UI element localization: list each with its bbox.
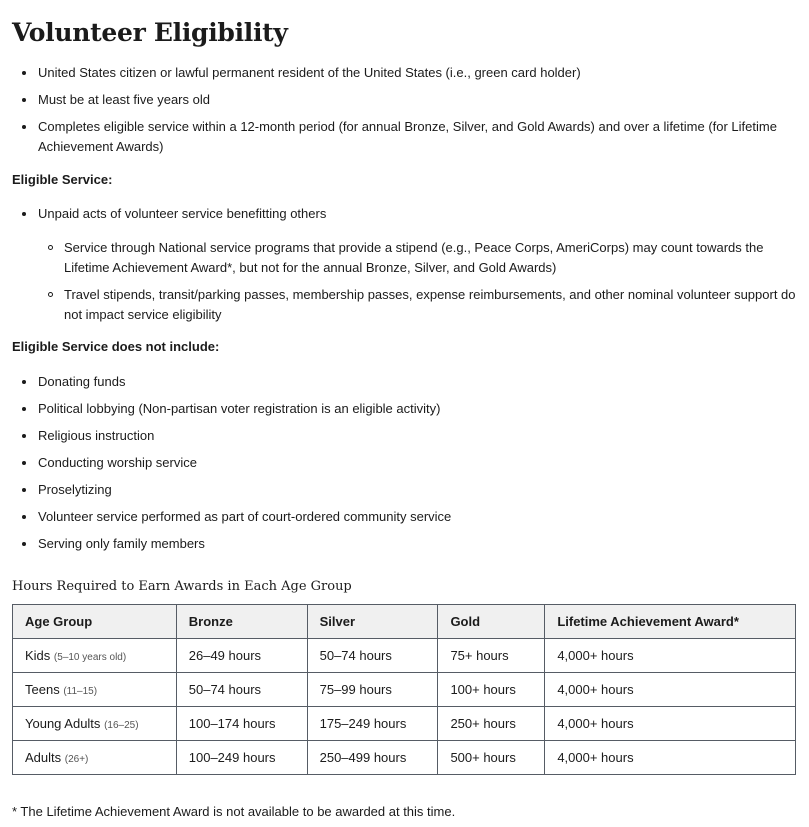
table-row xyxy=(13,707,796,741)
lifetime-cell: 4,000+ hours xyxy=(545,639,796,673)
footnote: * The Lifetime Achievement Award is not available to be awarded at this time. xyxy=(12,804,456,819)
gold-cell: 500+ hours xyxy=(438,741,545,775)
age-range: (26+) xyxy=(64,754,89,765)
age-range: (11–15) xyxy=(63,686,98,697)
not-included-list xyxy=(12,372,798,554)
eligible-service-list xyxy=(12,204,798,325)
sub-list-item: Service through National service programs that provide a stipend (e.g., Peace Corps, AmeriCorps) may count towards the Lifetime Achievement Award*, but not for the annual Bronze, Silver, and Gold Awards) xyxy=(12,238,798,278)
silver-cell: 75–99 hours xyxy=(307,673,438,707)
age-group-name: Adults xyxy=(25,750,62,765)
list-item: Must be at least five years old xyxy=(12,90,798,110)
lifetime-cell: 4,000+ hours xyxy=(545,707,796,741)
list-item: Donating funds xyxy=(12,372,798,392)
list-item: Unpaid acts of volunteer service benefitting others xyxy=(12,204,798,224)
silver-cell: 50–74 hours xyxy=(307,639,438,673)
bronze-cell: 100–174 hours xyxy=(176,707,307,741)
list-item: Political lobbying (Non-partisan voter registration is an eligible activity) xyxy=(12,399,798,419)
table-row xyxy=(13,673,796,707)
table-row xyxy=(13,639,796,673)
silver-cell: 250–499 hours xyxy=(307,741,438,775)
age-group-name: Kids xyxy=(25,648,51,663)
age-group-cell xyxy=(13,741,177,775)
eligible-service-heading: Eligible Service: xyxy=(12,172,113,187)
gold-cell: 100+ hours xyxy=(438,673,545,707)
list-item: Proselytizing xyxy=(12,480,798,500)
list-item: United States citizen or lawful permanent resident of the United States (i.e., green card holder) xyxy=(12,63,798,83)
lifetime-cell: 4,000+ hours xyxy=(545,673,796,707)
header-bronze: Bronze xyxy=(176,605,307,639)
sub-list-item: Travel stipends, transit/parking passes, membership passes, expense reimbursements, and other nominal volunteer support do not impact service eligibility xyxy=(12,285,798,325)
age-range: (5–10 years old) xyxy=(53,652,127,663)
list-item: Volunteer service performed as part of court-ordered community service xyxy=(12,507,798,527)
lifetime-cell: 4,000+ hours xyxy=(545,741,796,775)
eligibility-list xyxy=(12,63,798,157)
silver-cell: 175–249 hours xyxy=(307,707,438,741)
table-caption: Hours Required to Earn Awards in Each Age Group xyxy=(12,579,352,594)
age-group-name: Teens xyxy=(25,682,60,697)
bronze-cell: 100–249 hours xyxy=(176,741,307,775)
bronze-cell: 26–49 hours xyxy=(176,639,307,673)
list-item: Religious instruction xyxy=(12,426,798,446)
gold-cell: 75+ hours xyxy=(438,639,545,673)
header-gold: Gold xyxy=(438,605,545,639)
header-silver: Silver xyxy=(307,605,438,639)
header-age-group: Age Group xyxy=(13,605,177,639)
age-range: (16–25) xyxy=(104,720,139,731)
header-lifetime: Lifetime Achievement Award* xyxy=(545,605,796,639)
list-item: Conducting worship service xyxy=(12,453,798,473)
age-group-cell xyxy=(13,639,177,673)
age-group-cell xyxy=(13,707,177,741)
gold-cell: 250+ hours xyxy=(438,707,545,741)
age-group-name: Young Adults xyxy=(25,716,101,731)
age-group-cell xyxy=(13,673,177,707)
table-header-row xyxy=(13,605,796,639)
list-item: Completes eligible service within a 12-month period (for annual Bronze, Silver, and Gold Awards) and over a lifetime (for Lifetime Achievement Awards) xyxy=(12,117,798,157)
table-row xyxy=(13,741,796,775)
not-included-heading: Eligible Service does not include: xyxy=(12,339,220,354)
list-item: Serving only family members xyxy=(12,534,798,554)
bronze-cell: 50–74 hours xyxy=(176,673,307,707)
hours-table xyxy=(12,604,796,775)
page-title: Volunteer Eligibility xyxy=(12,18,288,47)
